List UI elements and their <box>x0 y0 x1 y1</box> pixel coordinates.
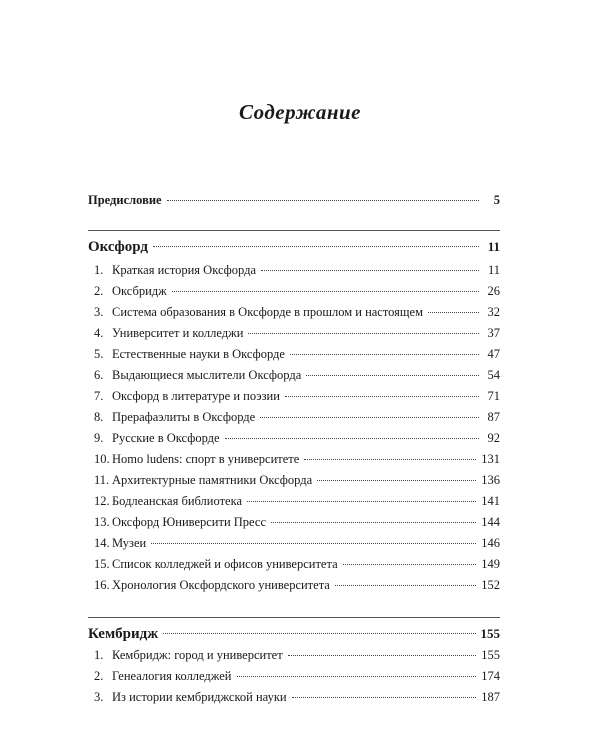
toc-item-page: 47 <box>487 347 500 361</box>
toc-item-number: 15. <box>94 557 110 571</box>
toc-item <box>94 281 500 301</box>
section-divider <box>88 617 500 618</box>
toc-preface-label: Предисловие <box>88 193 162 207</box>
toc-item <box>94 470 500 490</box>
toc-item-page: 146 <box>481 536 500 550</box>
toc-item-page: 92 <box>487 431 500 445</box>
toc-item <box>94 407 500 427</box>
toc-item-label: Хронология Оксфордского университета <box>112 578 330 592</box>
toc-item-page: 187 <box>481 690 500 704</box>
toc-item <box>94 687 500 707</box>
toc-item-label: Прерафаэлиты в Оксфорде <box>112 410 256 424</box>
toc-item-page: 149 <box>481 557 500 571</box>
toc-section-cambridge <box>88 624 500 644</box>
toc-item-number: 16. <box>94 578 110 592</box>
toc-item-label: Homo ludens: спорт в университете <box>112 452 300 466</box>
toc-item-page: 26 <box>487 284 500 298</box>
toc-section-title: Кембридж <box>88 626 159 642</box>
dot-leader <box>247 501 476 502</box>
dot-leader <box>261 270 479 271</box>
dot-leader <box>163 633 475 634</box>
section-divider <box>88 230 500 231</box>
dot-leader <box>151 543 476 544</box>
dot-leader <box>290 354 479 355</box>
toc-item-label: Музеи <box>112 536 147 550</box>
toc-item-number: 2. <box>94 284 104 298</box>
toc-item-label: Бодлеанская библиотека <box>112 494 243 508</box>
toc-item-label: Кембридж: город и университет <box>112 648 283 662</box>
dot-leader <box>167 200 479 201</box>
toc-item-label: Оксбридж <box>112 284 167 298</box>
toc-item <box>94 386 500 406</box>
toc-section-title: Оксфорд <box>88 239 149 255</box>
toc-item <box>94 428 500 448</box>
toc-item <box>94 666 500 686</box>
toc-item-page: 87 <box>487 410 500 424</box>
toc-preface <box>88 190 500 210</box>
dot-leader <box>237 676 477 677</box>
toc-item-label: Генеалогия колледжей <box>112 669 232 683</box>
toc-item-label: Архитектурные памятники Оксфорда <box>112 473 313 487</box>
toc-item <box>94 645 500 665</box>
dot-leader <box>428 312 479 313</box>
toc-item-page: 32 <box>487 305 500 319</box>
toc-section-oxford <box>88 237 500 257</box>
toc-item-label: Выдающиеся мыслители Оксфорда <box>112 368 302 382</box>
toc-item-page: 155 <box>481 648 500 662</box>
toc-item-number: 7. <box>94 389 104 403</box>
toc-item-page: 144 <box>481 515 500 529</box>
dot-leader <box>172 291 479 292</box>
toc-item-number: 3. <box>94 690 104 704</box>
toc-item-page: 152 <box>481 578 500 592</box>
toc-item-label: Оксфорд Юниверсити Пресс <box>112 515 267 529</box>
toc-item-label: Оксфорд в литературе и поэзии <box>112 389 280 403</box>
toc-item-page: 136 <box>481 473 500 487</box>
toc-item <box>94 344 500 364</box>
toc-item-number: 5. <box>94 347 104 361</box>
toc-item-number: 13. <box>94 515 110 529</box>
toc-item-label: Список колледжей и офисов университета <box>112 557 338 571</box>
toc-item <box>94 491 500 511</box>
toc-item-number: 11. <box>94 473 110 487</box>
dot-leader <box>292 697 477 698</box>
dot-leader <box>306 375 479 376</box>
toc-section-page: 155 <box>480 626 500 641</box>
toc-item-page: 131 <box>481 452 500 466</box>
toc-item-number: 12. <box>94 494 110 508</box>
dot-leader <box>248 333 479 334</box>
toc-item-label: Система образования в Оксфорде в прошлом и настоящем <box>112 305 423 319</box>
toc-item-number: 1. <box>94 648 104 662</box>
toc-item-page: 37 <box>487 326 500 340</box>
toc-item <box>94 323 500 343</box>
toc-preface-page: 5 <box>493 193 500 207</box>
toc-item-page: 141 <box>481 494 500 508</box>
toc-item-page: 174 <box>481 669 500 683</box>
toc-item-number: 9. <box>94 431 104 445</box>
dot-leader <box>343 564 477 565</box>
dot-leader <box>288 655 477 656</box>
toc-section-page: 11 <box>487 239 500 254</box>
toc-item-page: 71 <box>487 389 500 403</box>
toc-item <box>94 302 500 322</box>
toc-item-number: 3. <box>94 305 104 319</box>
toc-item-number: 1. <box>94 263 104 277</box>
toc-item <box>94 512 500 532</box>
toc-item <box>94 554 500 574</box>
dot-leader <box>304 459 476 460</box>
dot-leader <box>335 585 476 586</box>
dot-leader <box>225 438 479 439</box>
toc-item-number: 10. <box>94 452 110 466</box>
toc-item-label: Из истории кембриджской науки <box>112 690 287 704</box>
page-title: Содержание <box>239 100 361 124</box>
toc-item-number: 6. <box>94 368 104 382</box>
toc-item <box>94 533 500 553</box>
toc-item-number: 2. <box>94 669 104 683</box>
toc-item-label: Университет и колледжи <box>112 326 244 340</box>
toc-item-page: 54 <box>487 368 500 382</box>
toc-item <box>94 449 500 469</box>
toc-item-number: 8. <box>94 410 104 424</box>
toc-item-number: 4. <box>94 326 104 340</box>
toc-item <box>94 365 500 385</box>
toc-item-label: Русские в Оксфорде <box>112 431 220 445</box>
toc-item-label: Краткая история Оксфорда <box>112 263 257 277</box>
dot-leader <box>271 522 476 523</box>
dot-leader <box>285 396 479 397</box>
toc-item-page: 11 <box>487 263 500 277</box>
dot-leader <box>260 417 479 418</box>
dot-leader <box>153 246 479 247</box>
toc-item-number: 14. <box>94 536 110 550</box>
toc-item <box>94 575 500 595</box>
dot-leader <box>317 480 476 481</box>
toc-item <box>94 260 500 280</box>
toc-item-label: Естественные науки в Оксфорде <box>112 347 285 361</box>
